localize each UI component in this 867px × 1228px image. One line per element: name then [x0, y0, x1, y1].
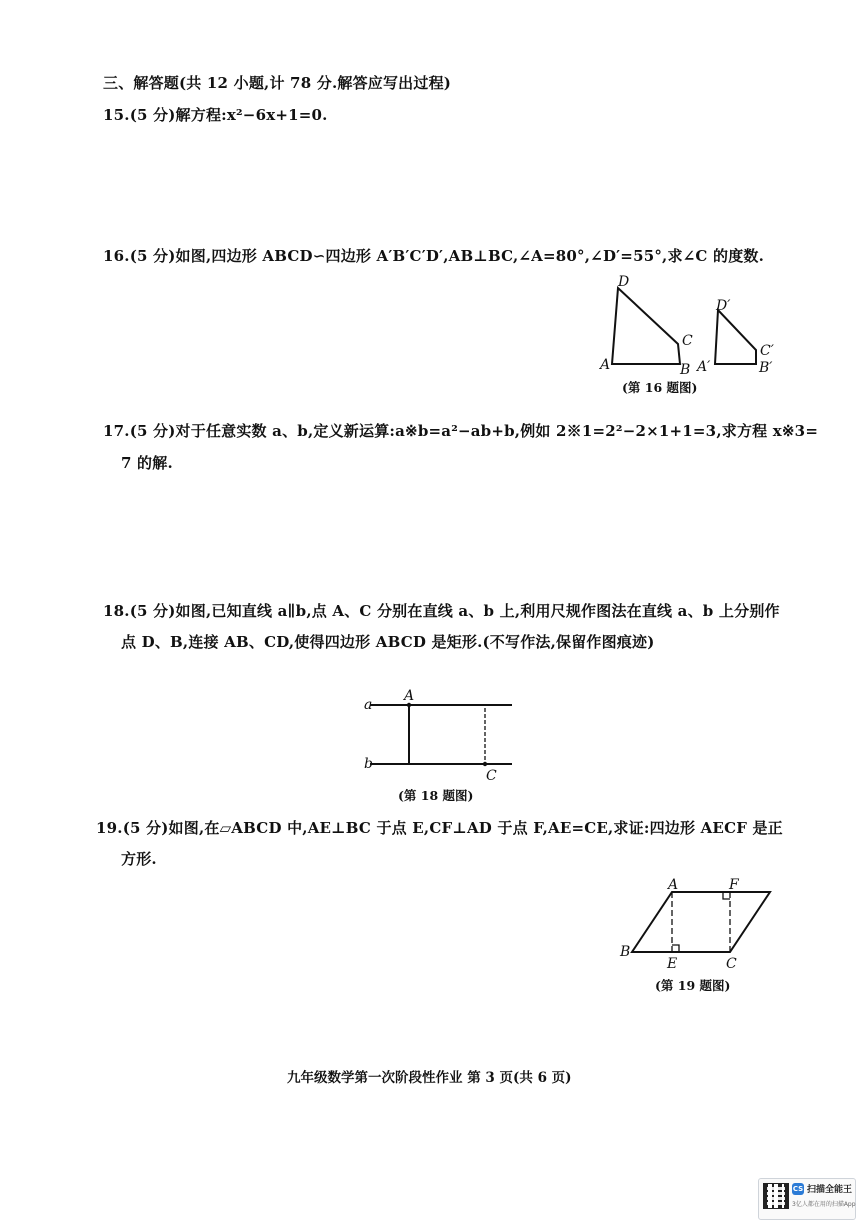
label-a: A — [668, 877, 679, 893]
question-19-line-1: 19.(5 分)如图,在▱ABCD 中,AE⊥BC 于点 E,CF⊥AD 于点 F,AE=CE,求证:四边形 AECF 是正 — [96, 819, 783, 837]
section-heading: 三、解答题(共 12 小题,计 78 分.解答应写出过程) — [103, 74, 452, 92]
label-f: F — [729, 877, 739, 893]
quadrilateral-a2b2c2d2 — [715, 310, 756, 364]
question-16-text: 16.(5 分)如图,四边形 ABCD∽四边形 A′B′C′D′,AB⊥BC,∠A=80°,∠D′=55°,求∠C 的度数. — [103, 247, 765, 265]
label-point-c: C — [486, 768, 497, 784]
label-point-a: A — [404, 688, 415, 704]
figure-16 — [590, 270, 790, 380]
label-a: A — [600, 357, 611, 373]
quadrilateral-abcd — [612, 288, 680, 364]
cs-logo-icon: CS — [792, 1185, 804, 1193]
question-18-line-2: 点 D、B,连接 AB、CD,使得四边形 ABCD 是矩形.(不写作法,保留作图痕迹) — [121, 633, 655, 651]
label-b: B — [680, 362, 691, 378]
scanner-app-name: 扫描全能王 — [807, 1185, 853, 1195]
label-b-prime: B′ — [759, 360, 773, 376]
label-line-a: a — [364, 697, 373, 713]
label-a-prime: A′ — [697, 359, 711, 375]
question-19-line-2: 方形. — [121, 850, 157, 868]
figure-16-caption: (第 16 题图) — [622, 380, 698, 395]
label-d: D — [618, 274, 630, 290]
right-angle-mark-f — [723, 892, 730, 899]
page-footer: 九年级数学第一次阶段性作业 第 3 页(共 6 页) — [287, 1070, 572, 1086]
label-d-prime: D′ — [716, 298, 731, 314]
figure-19 — [615, 874, 785, 974]
label-c-prime: C′ — [760, 343, 774, 359]
label-c: C — [726, 956, 737, 972]
question-17-line-2: 7 的解. — [121, 454, 173, 472]
right-angle-mark-e — [672, 945, 679, 952]
figure-19-caption: (第 19 题图) — [655, 978, 731, 993]
label-b: B — [620, 944, 631, 960]
point-c — [483, 762, 487, 766]
scanner-app-tagline: 3亿人都在用的扫描App — [792, 1201, 856, 1208]
figure-18-caption: (第 18 题图) — [398, 788, 474, 803]
label-e: E — [667, 956, 678, 972]
question-17-line-1: 17.(5 分)对于任意实数 a、b,定义新运算:a※b=a²−ab+b,例如 2※1=2²−2×1+1=3,求方程 x※3= — [103, 422, 819, 440]
label-line-b: b — [364, 756, 373, 772]
figure-18 — [360, 684, 530, 784]
question-15-text: 15.(5 分)解方程:x²−6x+1=0. — [103, 106, 328, 124]
parallelogram-abcd — [632, 892, 770, 952]
question-18-line-1: 18.(5 分)如图,已知直线 a∥b,点 A、C 分别在直线 a、b 上,利用尺规作图法在直线 a、b 上分别作 — [103, 602, 780, 620]
scanner-badge — [758, 1178, 856, 1220]
label-c: C — [682, 333, 693, 349]
qr-code-icon — [763, 1183, 789, 1209]
